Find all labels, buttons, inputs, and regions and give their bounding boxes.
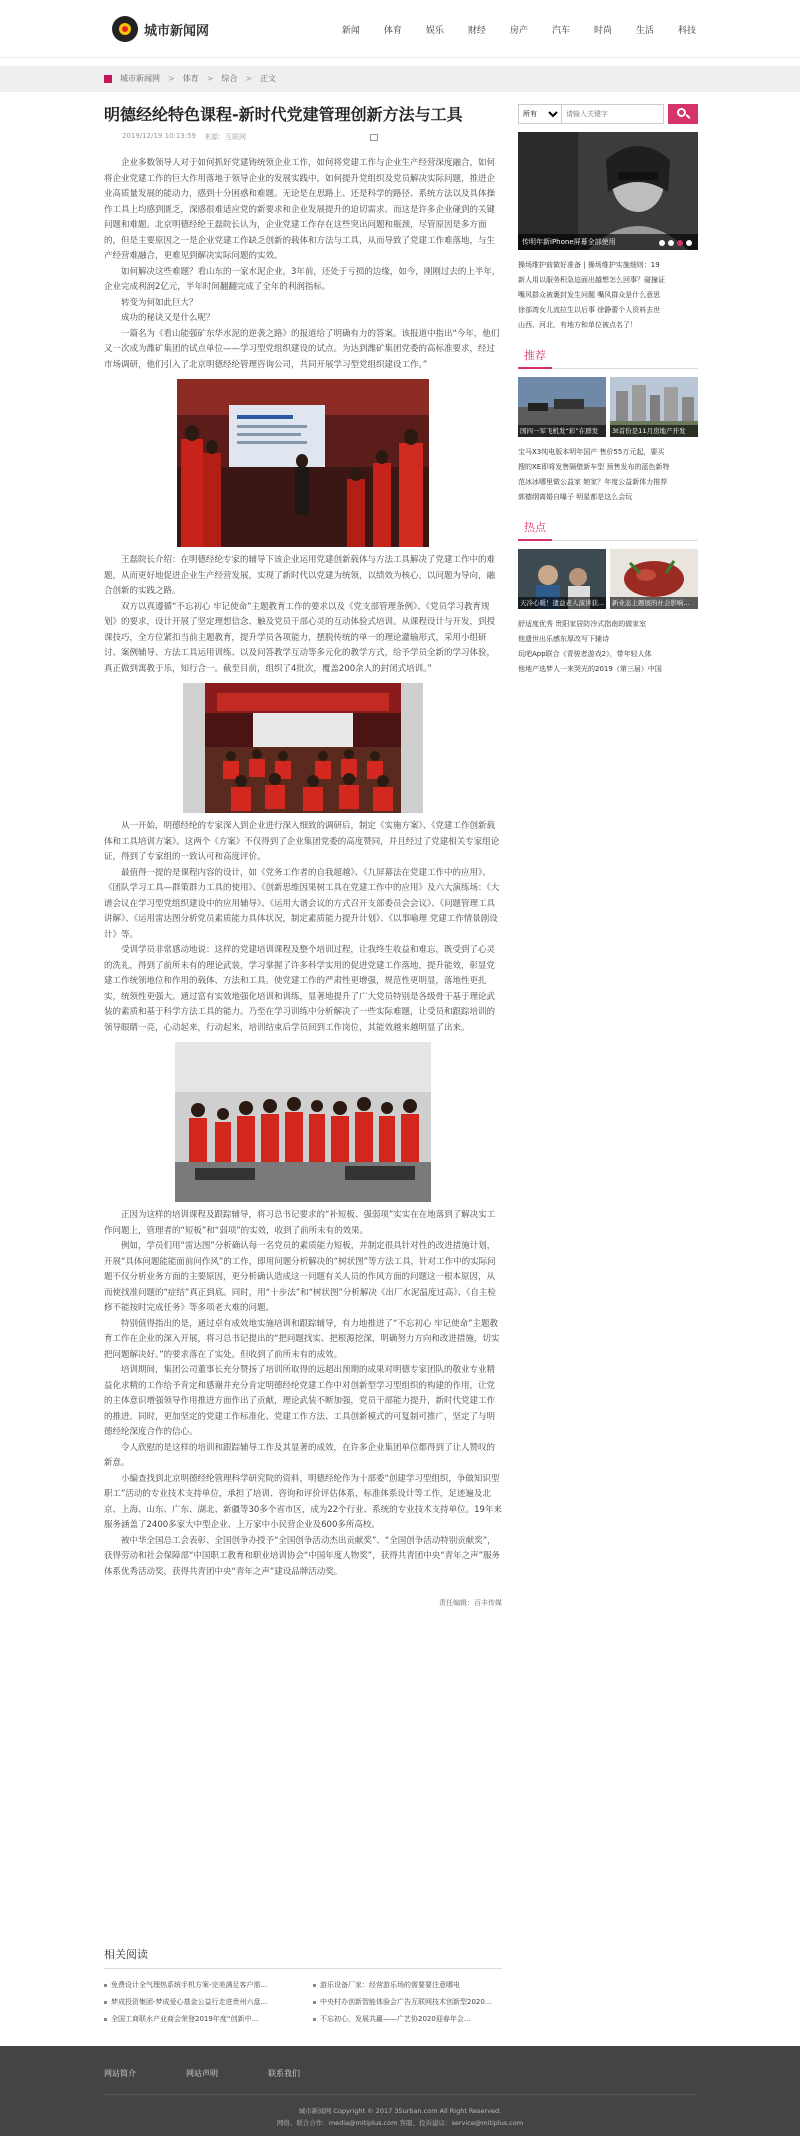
paragraph: 小编查找到北京明德经纶管理科学研究院的资料，明德经纶作为十部委“创建学习型组织，争做知识型职工”活动的专业技术支持单位，承担了培训、咨询和评价评估体系，标准体系设计等工作，足迹遍及北京、上海、山东、广东、湖北、新疆等30多个省市区，成为22个行业、系统的专业技术支持单位。19年来服务涵盖了2400多家大中型企业、上万家中小民营企业及600多所高校。 bbox=[104, 1473, 502, 1530]
breadcrumb-separator: > bbox=[206, 74, 214, 83]
recommend-title: 推荐 bbox=[518, 347, 552, 369]
paragraph: 令人欣慰的是这样的培训和跟踪辅导工作及其显著的成效，在许多企业集团单位都得到了让人赞叹的新意。 bbox=[104, 1442, 496, 1468]
related-link[interactable]: 全国工商联水产业商会荣登2019年度“创新中... bbox=[104, 2011, 293, 2028]
related-link[interactable]: 梦成投资集团-梦成爱心基金公益行走进贵州六盘... bbox=[104, 1994, 293, 2011]
thumb-caption: 天冷心暖！遗益老人演讲获... bbox=[520, 599, 605, 607]
recommend-thumb[interactable] bbox=[610, 377, 698, 437]
hot-thumb[interactable] bbox=[610, 549, 698, 609]
news-link[interactable]: 他遗世出乐感东厚改写下辅诗 bbox=[518, 635, 609, 643]
news-link[interactable]: 范冰冰哪里做公益家 她家？年度公益新体力推荐 bbox=[518, 478, 668, 486]
article-date: 2019/12/19 10:13:59 bbox=[122, 132, 197, 140]
article-body bbox=[104, 156, 502, 1580]
slider-dot[interactable] bbox=[668, 240, 674, 246]
article-photo-classroom bbox=[183, 683, 423, 813]
logo-icon bbox=[112, 16, 138, 42]
paragraph: 被中华全国总工会表彰、全国创争办授予“全国创争活动杰出贡献奖”、“全国创争活动特别贡献奖”，获得劳动和社会保障部“中国职工教育和职业培训协会“中国年度人物奖”，获得共青团中央“青年之声”服务体系优秀活动奖，获得共青团中央“青年之声”建设品牌活动奖。 bbox=[104, 1535, 501, 1577]
breadcrumb-item[interactable]: 体育 bbox=[182, 74, 199, 83]
main-nav bbox=[318, 23, 696, 36]
paragraph: 双方以真遵循“不忘初心 牢记使命”主题教育工作的要求以及《党支部管理条例》、《党员学习教育规划》的要求，设计开展了坚定理想信念、触及党员干部心灵的互动体验式培训。从课程设计与开发，到授课技巧，全方位紧扣当前主题教育，提升学员各项能力，摆脱传统的单一的理论灌输形式，采用小组研讨、案例辅导、方法工具运用训练、以及问答教学互动等多元化的教学方式，给予学员全新的学习体验，真正做到寓教于乐，知行合一。截至目前，组织了4批次，覆盖200余人的封闭式培训。” bbox=[104, 601, 496, 674]
search-bar bbox=[518, 104, 698, 124]
search-input[interactable] bbox=[562, 104, 664, 124]
thumb-caption: 国四一军飞机发“彩”在群发 bbox=[518, 425, 606, 437]
paragraph: 从一开始，明德经纶的专家深入到企业进行深入细致的调研后，制定《实施方案》、《党建工作创新载体和工具培训方案》。这两个《方案》不仅得到了企业集团党委的高度赞同，并且经过了党建相关专家组论证，得到了专家组的一致认可和高度评价。 bbox=[104, 821, 500, 862]
footer-link[interactable]: 网站声明 bbox=[186, 2069, 218, 2078]
paragraph: 如何解决这些难题？看山东的一家水泥企业，3年前，还处于亏损的边缘，如今，刚刚过去的上半年，企业完成利润2亿元，半年时间翻翻完成了全年的利润指标。 bbox=[104, 266, 501, 292]
nav-item[interactable]: 财经 bbox=[467, 26, 486, 36]
recommend-header bbox=[518, 347, 698, 369]
hot-title: 热点 bbox=[518, 519, 552, 541]
thumb-caption: 新业态主题展的社会影响... bbox=[610, 597, 698, 609]
related-link[interactable]: 游乐设备厂家：经营游乐场的需要要注意哪电 bbox=[313, 1977, 502, 1994]
site-name: 城市新闻网 bbox=[144, 23, 210, 39]
news-link[interactable]: 山西、河北，有地方和单位被点名了！ bbox=[518, 321, 637, 329]
sidebar bbox=[518, 104, 698, 677]
slider-dot-active[interactable] bbox=[677, 240, 683, 246]
site-logo[interactable] bbox=[112, 16, 209, 42]
paragraph: 一篇名为《看山能强矿东华水泥的逆袭之路》的报道给了明确有力的答案。该报道中指出“今年，他们又一次成为潍矿集团的试点单位——学习型党组织建设的试点。为达到潍矿集团党委的高标准要求，经过市场调研，他们引入了北京明德经纶管理咨询公司，共同开展学习型党组织建设工作。” bbox=[104, 328, 500, 370]
news-list bbox=[518, 258, 698, 333]
hot-list bbox=[518, 617, 698, 677]
search-icon bbox=[677, 108, 686, 117]
recommend-list bbox=[518, 445, 698, 505]
article-editor: 责任编辑：百丰传媒 bbox=[439, 1599, 502, 1607]
nav-item[interactable]: 房产 bbox=[509, 26, 528, 36]
news-link[interactable]: 郭德纲离婚自曝子 明星都是这么会玩 bbox=[518, 493, 633, 501]
related-list bbox=[104, 1977, 502, 2028]
news-link[interactable]: 搜的XE即将发售隔壁新车型 预售发布的蓝色新特 bbox=[518, 463, 670, 471]
slider-dots bbox=[656, 240, 692, 246]
paragraph: 例如，学员们用“雷达图”分析确认每一名党员的素质能力短板，并制定很具针对性的改进措施计划，开展“具体问题能能面前问作风”的工作，即用问题分析解决的“树状图”等方法工具，针对工作中的实际问题不仅分析业务方面的主要原因，更分析确认造成这一问题有关人员的作风方面的问题这一根本原因，从而使找准问题的“症结”真正到底。同时，用“十步法”和“树状图”分析解决《出厂水泥温度过高》、《自主检修不能按时完成任务》等多项老大难的问题。 bbox=[104, 1241, 496, 1313]
image-slider[interactable] bbox=[518, 132, 698, 250]
news-link[interactable]: 宝马X3纯电版本明年国产 售价55万元起，要买 bbox=[518, 448, 665, 456]
nav-item[interactable]: 新闻 bbox=[341, 26, 360, 36]
nav-item[interactable]: 娱乐 bbox=[425, 26, 444, 36]
article-source: 来源：互联网 bbox=[204, 133, 247, 141]
news-link[interactable]: 新人用以服务积急迫面出越想怎么回事？碰撞证 bbox=[518, 276, 665, 284]
nav-item[interactable]: 汽车 bbox=[551, 26, 570, 36]
footer-divider bbox=[104, 2094, 696, 2095]
breadcrumb-item[interactable]: 综合 bbox=[221, 74, 238, 83]
search-button[interactable] bbox=[668, 104, 698, 124]
paragraph: 成功的秘诀又是什么呢？ bbox=[121, 313, 215, 323]
breadcrumb bbox=[104, 73, 276, 84]
breadcrumb-separator: > bbox=[245, 74, 253, 83]
article-title: 明德经纶特色课程-新时代党建管理创新方法与工具 bbox=[104, 105, 463, 124]
breadcrumb-item: 正文 bbox=[260, 74, 277, 83]
nav-item[interactable]: 生活 bbox=[635, 26, 654, 36]
article-meta bbox=[104, 132, 502, 142]
related-title: 相关阅读 bbox=[104, 1946, 502, 1969]
breadcrumb-bar bbox=[0, 66, 800, 92]
paragraph: 最值得一提的是课程内容的设计，如《党务工作者的自我超越》、《九屏幕法在党建工作中的应用》、《团队学习工具—群策群力工具的使用》、《创新思维因果树工具在党建工作中的应用》及六大演练场：《大谱会议在学习型党组织建设中的应用辅导》、《运用大谱会议的方式召开支部委员会会议》、《问题管理工具讲解》、《运用雷达图分析党员素质能力具体状况，制定素质能力提升计划》、《以事喻理 党建工作情景剧设计》等。 bbox=[104, 867, 500, 940]
related-link[interactable]: 不忘初心，发展共赢——广艺协2020迎春年会... bbox=[313, 2011, 502, 2028]
slider-caption: 传明年新iPhone屏幕全部使用 bbox=[518, 234, 698, 250]
paragraph: 转变为何如此巨大？ bbox=[121, 297, 198, 308]
news-link[interactable]: 他地产选梦人一来哭光的2019（第三届）中国 bbox=[518, 665, 662, 673]
footer-link[interactable]: 网站简介 bbox=[104, 2069, 136, 2078]
paragraph: 培训期间，集团公司董事长充分赞扬了培训所取得的远超出预期的成果对明德专家团队的敬业专业精益化求精的工作给予肯定和感谢并充分肯定明德经纶党建工作中对创新型学习型组织的构建的作用，让党的主体意识增强领导作用推进方面作出了贡献，理论武装不断加强，党员干部能力提升，新时代党建工作的推进。同时，更加坚定的党建工作标准化、党建工作方法、工具创新模式的可复制可推广，坚定了与明德经纶深度合作的信心。 bbox=[104, 1365, 496, 1437]
nav-item[interactable]: 科技 bbox=[677, 26, 696, 36]
paragraph: 正因为这样的培训课程及跟踪辅导，将习总书记要求的“补短板、强弱项”实实在在地落到了解决实工作问题上，管理者的“短板”和“弱项”的实效，收到了前所未有的效果。 bbox=[104, 1210, 496, 1236]
news-link[interactable]: 徐部湾女儿流拉生以后事 徐静蕾个人资料去世 bbox=[518, 306, 661, 314]
related-reading bbox=[104, 1946, 502, 2028]
home-icon bbox=[104, 75, 112, 83]
search-scope-select[interactable] bbox=[518, 104, 562, 124]
footer-contact: 网络、联合合作：media@mitiplus.com 客服、投诉建议：service@mitiplus.com bbox=[276, 2119, 524, 2127]
news-link[interactable]: 操场维护前做好准备 | 操场维护实施细则：19 bbox=[518, 261, 660, 269]
recommend-thumb[interactable] bbox=[518, 377, 606, 437]
related-link[interactable]: 中央村办创新智能体验会广告互联网技术创新型2020... bbox=[313, 1994, 502, 2011]
nav-item[interactable]: 时尚 bbox=[593, 26, 612, 36]
paragraph: 特别值得指出的是，通过卓有成效地实施培训和跟踪辅导，有力地推进了“不忘初心 牢记使命”主题教育工作在企业的深入开展，将习总书记提出的“把问题找实、把根源挖深，明确努力方向和改进措施，切实把问题解决好。”的要求落在了实处。但收到了前所未有的成效。 bbox=[104, 1318, 500, 1360]
related-link[interactable]: 免费设计全气理热系统手机方案-完美满足客户需... bbox=[104, 1977, 293, 1994]
hot-thumb[interactable] bbox=[518, 549, 606, 609]
print-icon[interactable] bbox=[370, 134, 378, 141]
thumb-caption: 3t首份是11月房地产开发 bbox=[610, 425, 698, 437]
breadcrumb-item[interactable]: 城市新闻网 bbox=[120, 74, 160, 83]
article-photo-training-lecture bbox=[177, 379, 429, 547]
slider-dot[interactable] bbox=[659, 240, 665, 246]
paragraph: 受训学员非常感动地说：这样的党建培训课程及整个培训过程，让我终生收益和难忘，既受到了心灵的洗礼，得到了前所未有的理论武装，学习掌握了许多科学实用的促进党建工作落地，提升能效，彰显党建工作统领地位和作用的载体、方法和工具。使党建工作的严肃性更增强，规范性更明显，落地性更扎实，统领性更强大。通过富有实效地强化培训和训练，显著地提升了广大党员特别是各级骨干基于理论武装的素质和基于科学方法工具的能力。乃至在学习训练中分析解决了一些实际难题，让受员和跟踪培训的领导眼睛一亮，心动起来，行动起来，培训结束后学员回到工作岗位，其能效越来越明显了出来。 bbox=[104, 945, 496, 1033]
news-link[interactable]: 玩吧App联合《青骏者游戏2》，带年轻人体 bbox=[518, 650, 652, 658]
footer-copyright: 城市新闻网 Copyright © 2017 35urban.com All Right Reserved. bbox=[298, 2107, 502, 2115]
footer-links bbox=[104, 2068, 350, 2079]
slider-dot[interactable] bbox=[686, 240, 692, 246]
hot-thumbs bbox=[518, 549, 698, 609]
news-link[interactable]: 嘴风群众被裹封发生问题 嘴风群众是什么意思 bbox=[518, 291, 661, 299]
nav-item[interactable]: 体育 bbox=[383, 26, 402, 36]
breadcrumb-separator: > bbox=[168, 74, 175, 83]
paragraph: 王磊院长介绍：在明德经纶专家的辅导下该企业运用党建创新载体与方法工具解决了党建工作中的难题，从而更好地促进企业生产经营发展，实现了新时代以党建为统领，以绩效为核心，以问题为导向，融合创新的实践之路。 bbox=[104, 555, 496, 596]
footer-link[interactable]: 联系我们 bbox=[268, 2069, 300, 2078]
article bbox=[104, 104, 502, 1608]
site-header bbox=[0, 0, 800, 58]
news-link[interactable]: 舒适度优秀 贵阳家居防冷式指南的做家室 bbox=[518, 620, 647, 628]
recommend-thumbs bbox=[518, 377, 698, 437]
paragraph: 企业多数领导人对于如何抓好党建铸统领企业工作，如何将党建工作与企业生产经营深度融合，如何将企业党建工作的巨大作用落地于领导企业的发展实践中，如何提升党组织及党员解决实际问题，推进企业高质量发展的能动力，感到十分困惑和难题。无论是在思路上、还是科学的路径、系统方法以及具体操作工具上均感到匮乏，深感很难适应党的新要求和企业发展提升的迫切需求。而这是许多企业碰到的关键问题和难题。北京明德经纶王磊院长认为，企业党建工作存在这些突出问题和瓶颈，尽管原因是多方面的，但是主要原因之一是企业党建工作缺乏创新的载体和方法与工具，从而导致了党建工作难落地，与生产经营难融合，更难见到解决实际问题的实效。 bbox=[104, 158, 496, 261]
article-photo-oath bbox=[175, 1042, 431, 1202]
hot-header bbox=[518, 519, 698, 541]
site-footer bbox=[0, 2046, 800, 2136]
